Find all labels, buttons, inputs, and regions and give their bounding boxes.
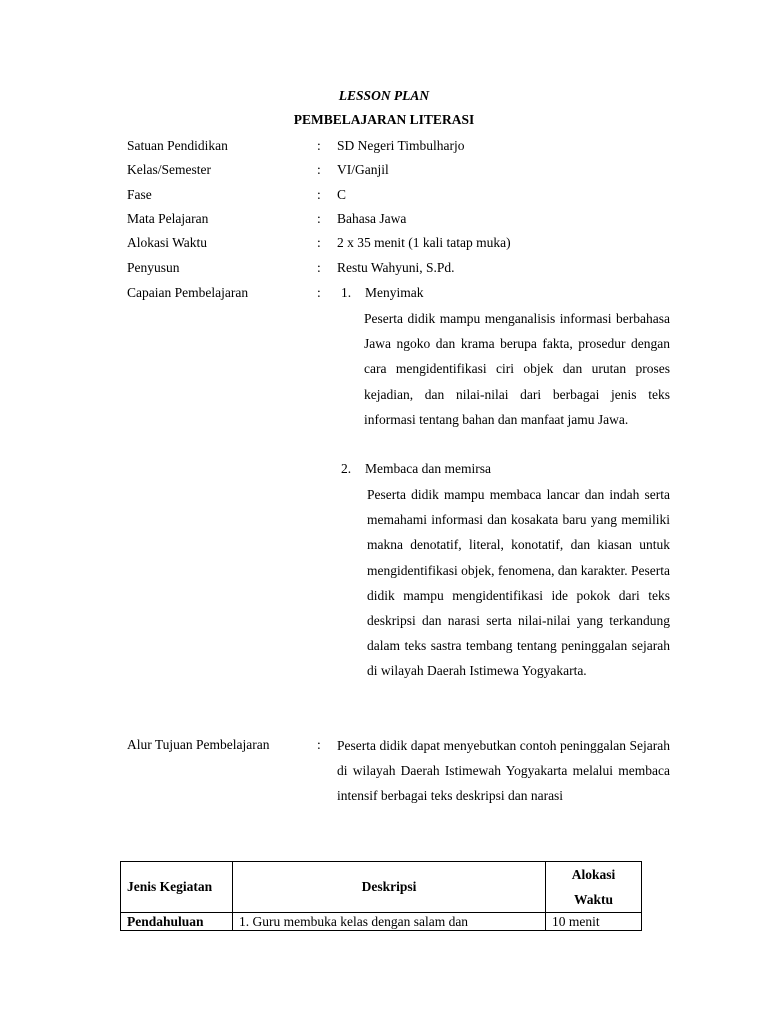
cell-jenis: Pendahuluan: [121, 913, 233, 931]
identity-value: Restu Wahyuni, S.Pd.: [337, 260, 455, 275]
capaian-item-number: 1.: [341, 285, 352, 300]
identity-label: Fase: [127, 187, 152, 202]
identity-label: Alokasi Waktu: [127, 235, 208, 250]
capaian-item-heading: Membaca dan memirsa: [365, 461, 491, 476]
identity-value: Bahasa Jawa: [337, 211, 407, 226]
identity-colon: :: [317, 187, 321, 202]
header-waktu-line: Waktu: [573, 892, 614, 907]
cell-deskripsi: 1. Guru membuka kelas dengan salam dan: [233, 913, 546, 931]
identity-colon: :: [317, 260, 321, 275]
header-deskripsi: Deskripsi: [233, 862, 546, 913]
cell-alokasi: 10 menit: [546, 913, 642, 931]
identity-value: C: [337, 187, 347, 202]
capaian-item-heading: Menyimak: [365, 285, 424, 300]
identity-colon: :: [317, 211, 321, 226]
identity-colon: :: [317, 138, 321, 153]
capaian-label: Capaian Pembelajaran: [127, 285, 249, 300]
atp-label: Alur Tujuan Pembelajaran: [127, 737, 270, 752]
document-title: LESSON PLAN: [338, 88, 430, 103]
capaian-colon: :: [317, 285, 321, 300]
capaian-item-text: Peserta didik mampu menganalisis informasi berbahasa Jawa ngoko dan krama berupa fakta, prosedur dengan cara mengidentifikasi ciri objek dan urutan proses kejadian, dan nilai-nilai dari berbagai jenis teks informasi tentang bahan dan manfaat jamu Jawa.: [364, 311, 670, 427]
atp-text: Peserta didik dapat menyebutkan contoh peninggalan Sejarah di wilayah Daerah Istimewah Yogyakarta melalui membaca intensif berbagai teks deskripsi dan narasi: [337, 738, 670, 804]
identity-colon: :: [317, 235, 321, 250]
atp-colon: :: [317, 737, 321, 752]
capaian-item-number: 2.: [341, 461, 352, 476]
table-header-row: [121, 862, 642, 913]
identity-colon: :: [317, 162, 321, 177]
identity-label: Kelas/Semester: [127, 162, 211, 177]
identity-label: Mata Pelajaran: [127, 211, 209, 226]
header-alokasi-waktu: [546, 862, 642, 913]
activity-table: [120, 861, 642, 931]
identity-value: 2 x 35 menit (1 kali tatap muka): [337, 235, 511, 250]
identity-value: VI/Ganjil: [337, 162, 389, 177]
capaian-item-text: Peserta didik mampu membaca lancar dan indah serta memahami informasi dan kosakata baru yang memiliki makna denotatif, literal, konotatif, dan kiasan untuk mengidentifikasi objek, fenomena, dan karakter. Peserta didik mampu mengidentifikasi ide pokok dari teks deskripsi dan narasi serta nilai-nilai yang terkandung dalam teks sastra tembang tentang peninggalan sejarah di wilayah Daerah Istimewa Yogyakarta.: [367, 487, 670, 679]
header-alokasi-line: Alokasi: [571, 867, 616, 882]
identity-value: SD Negeri Timbulharjo: [337, 138, 465, 153]
identity-label: Penyusun: [127, 260, 180, 275]
header-jenis-kegiatan: Jenis Kegiatan: [121, 862, 233, 913]
identity-label: Satuan Pendidikan: [127, 138, 228, 153]
table-row: [121, 913, 642, 931]
document-subtitle: PEMBELAJARAN LITERASI: [293, 112, 475, 127]
